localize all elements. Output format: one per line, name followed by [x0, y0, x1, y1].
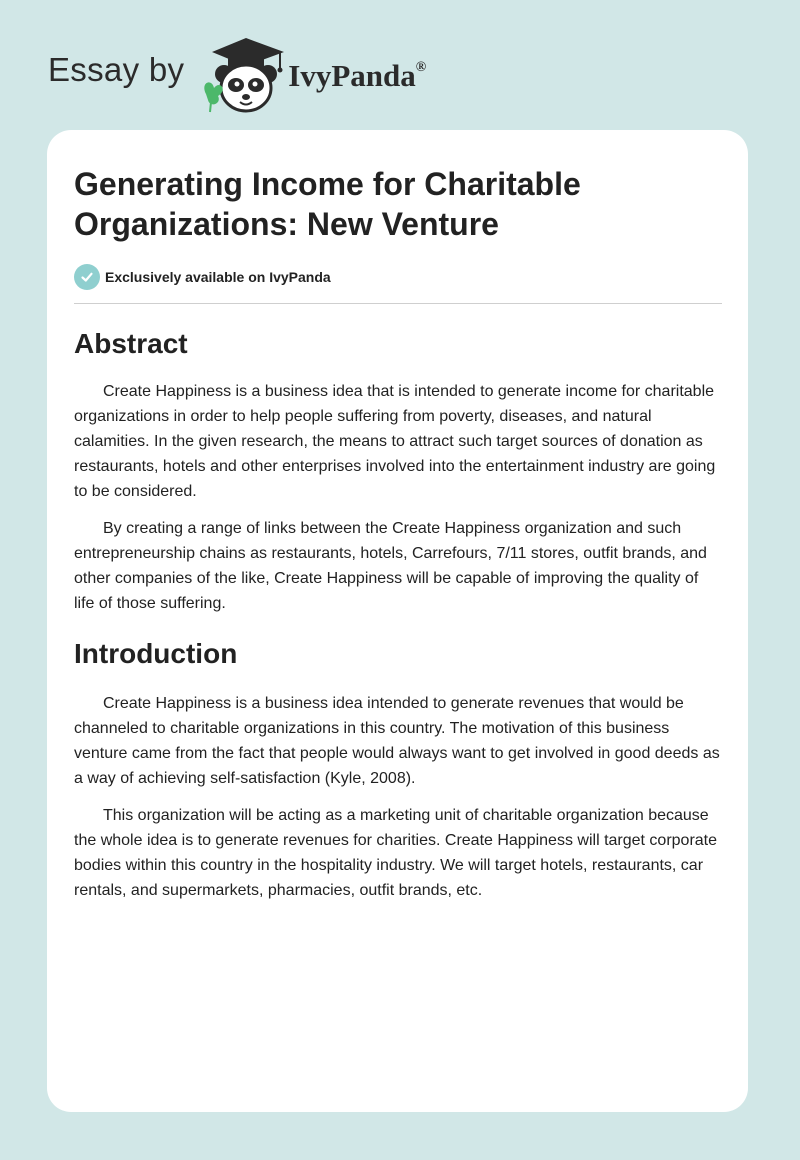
checkmark-icon: [74, 264, 100, 290]
essay-card: [47, 130, 748, 1112]
abstract-paragraph: By creating a range of links between the Create Happiness organization and such entrepreneurship chains as restaurants, hotels, Carrefours, 7/11 stores, outfit brands, and other companies of the like, Create Happiness will be capable of improving the quality of life of those suffering.: [74, 520, 707, 612]
introduction-paragraph: This organization will be acting as a marketing unit of charitable organization because the whole idea is to generate revenues for charities. Create Happiness will target corporate bodies within this country in the hospitality industry. We will target hotels, restaurants, car rentals, and supermarkets, pharmacies, outfit brands, etc.: [74, 807, 718, 899]
abstract-paragraph: Create Happiness is a business idea that is intended to generate income for charitable organizations in order to help people suffering from poverty, diseases, and natural calamities. In the given research, the means to attract such target sources of donation as restaurants, hotels and other enterprises involved into the entertainment industry are going to be considered.: [74, 383, 716, 500]
essay-body: [74, 326, 722, 915]
essay-title: Generating Income for Charitable Organizations: New Venture: [74, 166, 581, 242]
exclusive-badge: [74, 264, 331, 290]
brand-name[interactable]: IvyPanda®: [288, 58, 427, 93]
panda-logo-icon[interactable]: [198, 36, 294, 116]
exclusive-badge-text: Exclusively available on IvyPanda: [105, 269, 331, 285]
registered-mark: ®: [415, 59, 427, 75]
section-heading-introduction: Introduction: [74, 638, 238, 669]
introduction-paragraph: Create Happiness is a business idea intended to generate revenues that would be channeled to charitable organizations in this country. The motivation of this business venture came from the fact that people would always want to get involved in good deeds as a way of achieving self-satisfaction (Kyle, 2008).: [74, 695, 720, 787]
section-heading-abstract: Abstract: [74, 328, 188, 359]
essay-by-label: Essay by: [48, 51, 185, 88]
title-divider: [74, 303, 722, 304]
site-header: [48, 34, 426, 114]
